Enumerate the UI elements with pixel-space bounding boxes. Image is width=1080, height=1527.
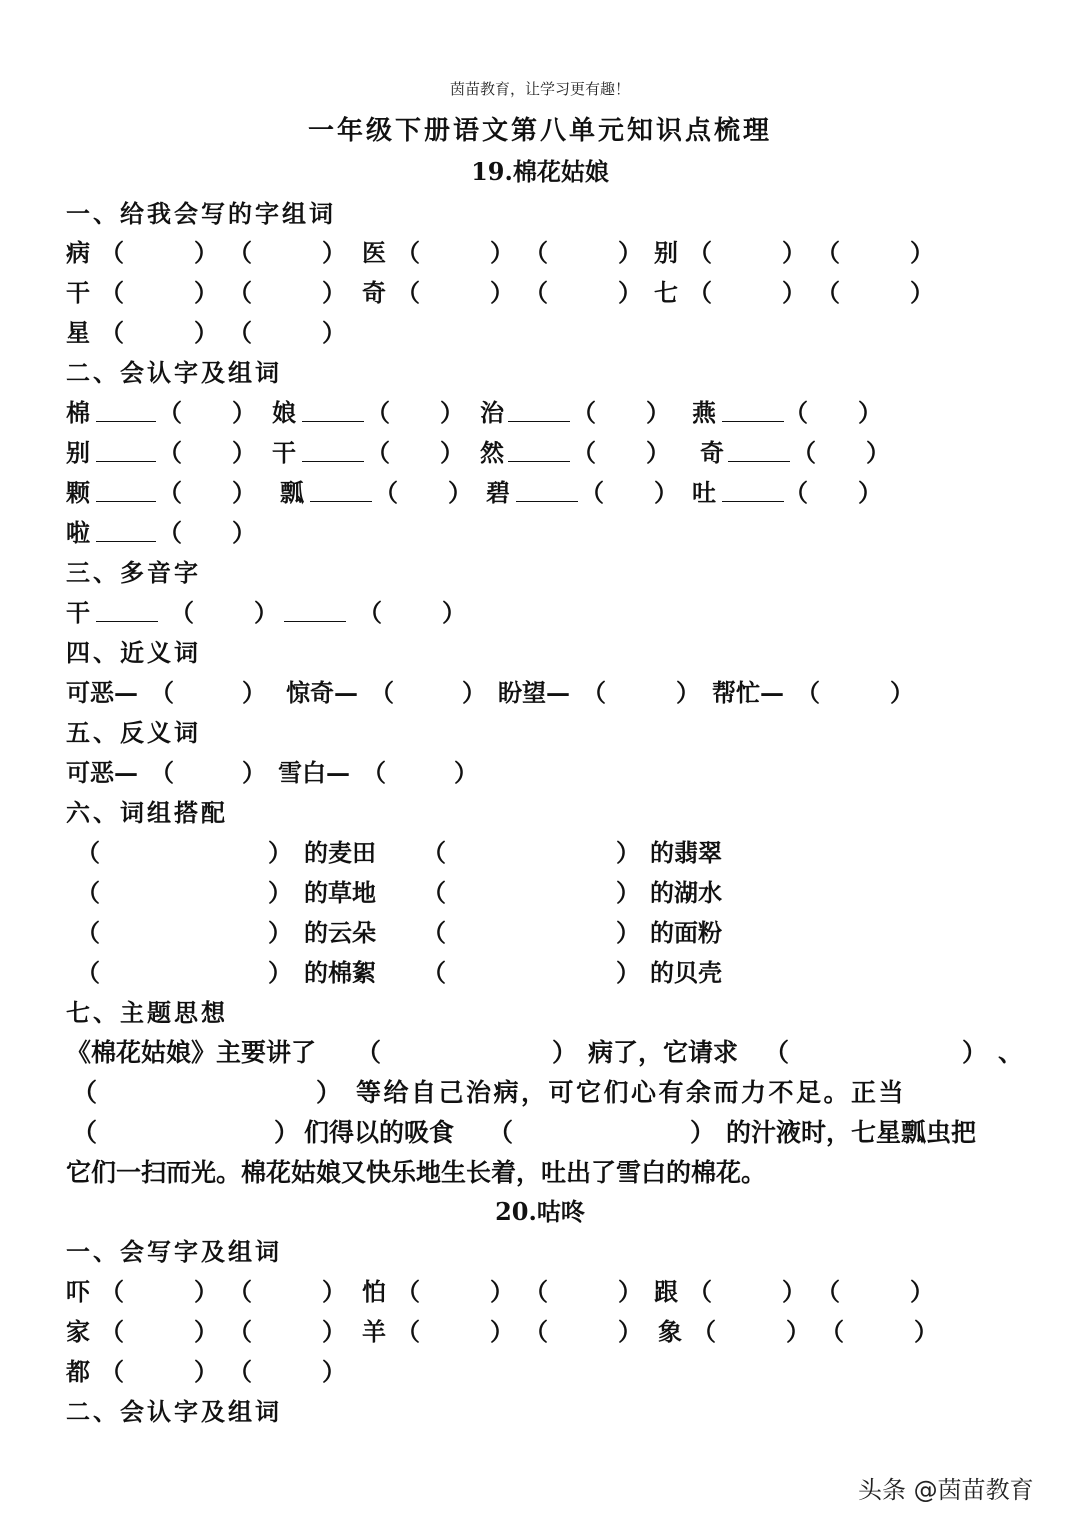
blank-open-paren: （ [228,1357,252,1386]
blank-close-paren: ） [442,598,466,627]
blank-open-paren: （ [396,1277,420,1306]
fill-in-underline [96,513,156,542]
char: 干 [66,598,90,627]
char: 瓢 [280,478,304,507]
blank-open-paren: （ [816,238,840,267]
blank-open-paren: （ [422,878,446,907]
blank-close-paren: ） [616,918,640,947]
blank-close-paren: ） [910,1277,934,1306]
char: 羊 [362,1317,386,1346]
page-title: 一年级下册语文第八单元知识点梳理 [307,116,772,146]
phrase: 的翡翠 [650,838,722,867]
word: 可恶— [66,678,138,707]
blank-close-paren: ） [268,958,292,987]
section-heading: 一、给我会写的字组词 [66,199,336,228]
blank-close-paren: ） [914,1317,938,1346]
blank-open-paren: （ [524,238,548,267]
lesson-19-title: 19.棉花姑娘 [471,157,609,186]
char: 家 [66,1317,90,1346]
blank-open-paren: （ [100,1317,124,1346]
blank-close-paren: ） [242,758,266,787]
blank-open-paren: （ [228,278,252,307]
blank-open-paren: （ [582,678,606,707]
char: 干 [272,438,296,467]
phrase: 的麦田 [304,838,376,867]
blank-close-paren: ） [268,918,292,947]
blank-open-paren: （ [688,238,712,267]
blank-close-paren: ） [462,678,486,707]
char: 然 [480,438,504,467]
blank-close-paren: ） [910,278,934,307]
blank-open-paren: （ [228,1277,252,1306]
blank-close-paren: ） [490,238,514,267]
blank-open-paren: （ [158,398,182,427]
blank-open-paren: （ [396,238,420,267]
phrase: 的湖水 [650,878,722,907]
char: 娘 [272,398,296,427]
blank-close-paren: ） [890,678,914,707]
blank-open-paren: （ [170,598,194,627]
phrase: 的贝壳 [650,958,722,987]
blank-close-paren: ） [490,1317,514,1346]
blank-open-paren: （ [422,958,446,987]
blank-open-paren: （ [158,478,182,507]
fill-in-underline [284,593,346,622]
word: 盼望— [498,678,570,707]
word: 帮忙— [712,678,784,707]
blank-open-paren: （ [422,838,446,867]
blank-open-paren: （ [228,238,252,267]
blank-close-paren: ） [322,1277,346,1306]
blank-open-paren: （ [100,278,124,307]
char: 象 [658,1317,682,1346]
fill-in-underline [96,593,158,622]
blank-close-paren: ） [618,238,642,267]
blank-open-paren: （ [358,598,382,627]
blank-open-paren: （ [366,438,390,467]
blank-open-paren: （ [572,438,596,467]
blank-open-paren: （ [150,758,174,787]
blank-open-paren: （ [76,838,100,867]
char: 星 [66,318,90,347]
page-header: 茵苗教育，让学习更有趣！ [449,80,630,98]
blank-open-paren: （ [784,478,808,507]
blank-open-paren: （ [100,318,124,347]
blank-close-paren: ） [440,398,464,427]
blank-close-paren: ） [618,1277,642,1306]
section-heading: 三、多音字 [66,558,201,587]
blank-close-paren: ） [782,238,806,267]
fill-in-underline [310,473,372,502]
fill-in-underline [508,433,570,462]
blank-open-paren: （ [228,318,252,347]
blank-close-paren: ） [268,838,292,867]
word: 可恶— [66,758,138,787]
blank-close-paren: ） [490,278,514,307]
char: 吐 [692,478,716,507]
blank-open-paren: （ [76,918,100,947]
watermark: 头条 @茵苗教育 [858,1476,1034,1504]
char: 治 [480,398,504,427]
section-heading: 五、反义词 [66,718,201,747]
blank-close-paren: ） [232,438,256,467]
blank-open-paren: （ [374,478,398,507]
phrase: 的云朵 [304,918,376,947]
blank-close-paren: ） [676,678,700,707]
blank-close-paren: ） [782,278,806,307]
fill-in-underline [722,393,784,422]
blank-close-paren: ） [274,1118,300,1147]
section-heading: 二、会认字及组词 [66,1397,282,1426]
blank-open-paren: （ [796,678,820,707]
blank-open-paren: （ [524,1317,548,1346]
blank-open-paren: （ [422,918,446,947]
blank-close-paren: ） [910,238,934,267]
char: 奇 [700,438,724,467]
paragraph-text: 、 [998,1038,1024,1067]
section-heading: 一、会写字及组词 [66,1237,282,1266]
char: 棉 [66,398,90,427]
blank-close-paren: ） [322,1317,346,1346]
fill-in-underline [516,473,578,502]
blank-close-paren: ） [242,678,266,707]
blank-open-paren: （ [76,878,100,907]
blank-close-paren: ） [690,1118,716,1147]
word: 雪白— [278,758,350,787]
blank-close-paren: ） [454,758,478,787]
lesson-20-title: 20.咕咚 [495,1197,585,1226]
blank-close-paren: ） [322,1357,346,1386]
blank-close-paren: ） [654,478,678,507]
blank-open-paren: （ [784,398,808,427]
blank-open-paren: （ [362,758,386,787]
char: 啦 [66,518,90,547]
fill-in-underline [302,433,364,462]
fill-in-underline [96,393,156,422]
blank-close-paren: ） [322,278,346,307]
paragraph-line: 它们一扫而光。棉花姑娘又快乐地生长着，吐出了雪白的棉花。 [66,1158,767,1187]
blank-close-paren: ） [322,238,346,267]
blank-open-paren: （ [816,1277,840,1306]
blank-close-paren: ） [616,958,640,987]
section-heading: 二、会认字及组词 [66,358,282,387]
phrase: 的草地 [304,878,376,907]
blank-open-paren: （ [100,238,124,267]
blank-close-paren: ） [618,278,642,307]
blank-open-paren: （ [366,398,390,427]
blank-open-paren: （ [72,1118,98,1147]
char: 怕 [362,1277,386,1306]
paragraph-text: 的汁液时，七星瓢虫把 [726,1118,977,1147]
blank-open-paren: （ [100,1277,124,1306]
char: 干 [66,278,90,307]
blank-open-paren: （ [524,278,548,307]
paragraph-text: 等给自己治病，可它们心有余而力不足。正当 [356,1078,907,1107]
blank-close-paren: ） [194,1317,218,1346]
blank-open-paren: （ [580,478,604,507]
blank-close-paren: ） [194,238,218,267]
blank-open-paren: （ [820,1317,844,1346]
blank-open-paren: （ [396,278,420,307]
blank-open-paren: （ [524,1277,548,1306]
blank-open-paren: （ [792,438,816,467]
blank-close-paren: ） [322,318,346,347]
fill-in-underline [508,393,570,422]
char: 吓 [66,1277,90,1306]
blank-close-paren: ） [618,1317,642,1346]
blank-close-paren: ） [194,278,218,307]
blank-close-paren: ） [616,878,640,907]
blank-close-paren: ） [232,398,256,427]
paragraph-text: 《棉花姑娘》主要讲了 [66,1038,317,1067]
section-heading: 七、主题思想 [66,998,228,1027]
char: 都 [66,1357,90,1386]
blank-close-paren: ） [194,1277,218,1306]
blank-open-paren: （ [158,438,182,467]
blank-close-paren: ） [254,598,278,627]
blank-open-paren: （ [150,678,174,707]
blank-open-paren: （ [76,958,100,987]
blank-close-paren: ） [490,1277,514,1306]
blank-close-paren: ） [440,438,464,467]
blank-close-paren: ） [232,478,256,507]
blank-open-paren: （ [356,1038,382,1067]
blank-close-paren: ） [858,478,882,507]
blank-close-paren: ） [962,1038,988,1067]
blank-open-paren: （ [692,1317,716,1346]
paragraph-text: 病了，它请求 [588,1038,739,1067]
char: 别 [654,238,678,267]
blank-close-paren: ） [858,398,882,427]
blank-open-paren: （ [228,1317,252,1346]
section-heading: 四、近义词 [66,638,201,667]
fill-in-underline [728,433,790,462]
blank-open-paren: （ [688,278,712,307]
blank-close-paren: ） [268,878,292,907]
char: 颗 [66,478,90,507]
blank-open-paren: （ [158,518,182,547]
word: 惊奇— [286,678,358,707]
paragraph-text: 们得以的吸食 [304,1118,455,1147]
blank-open-paren: （ [72,1078,98,1107]
blank-close-paren: ） [866,438,890,467]
char: 别 [66,438,90,467]
blank-close-paren: ） [194,1357,218,1386]
blank-open-paren: （ [396,1317,420,1346]
section-heading: 六、词组搭配 [66,798,228,827]
blank-open-paren: （ [370,678,394,707]
char: 跟 [654,1277,678,1306]
fill-in-underline [722,473,784,502]
blank-open-paren: （ [688,1277,712,1306]
char: 医 [362,238,386,267]
char: 病 [66,238,90,267]
char: 碧 [486,478,510,507]
blank-open-paren: （ [488,1118,514,1147]
char: 七 [654,278,678,307]
fill-in-underline [96,473,156,502]
blank-open-paren: （ [816,278,840,307]
blank-close-paren: ） [232,518,256,547]
blank-close-paren: ） [616,838,640,867]
blank-close-paren: ） [316,1078,342,1107]
blank-close-paren: ） [646,398,670,427]
fill-in-underline [96,433,156,462]
phrase: 的面粉 [650,918,722,947]
blank-close-paren: ） [786,1317,810,1346]
blank-close-paren: ） [646,438,670,467]
blank-open-paren: （ [764,1038,790,1067]
phrase: 的棉絮 [304,958,376,987]
fill-in-underline [302,393,364,422]
blank-open-paren: （ [100,1357,124,1386]
blank-close-paren: ） [448,478,472,507]
char: 奇 [362,278,386,307]
blank-close-paren: ） [782,1277,806,1306]
char: 燕 [692,398,716,427]
blank-close-paren: ） [552,1038,578,1067]
blank-open-paren: （ [572,398,596,427]
blank-close-paren: ） [194,318,218,347]
